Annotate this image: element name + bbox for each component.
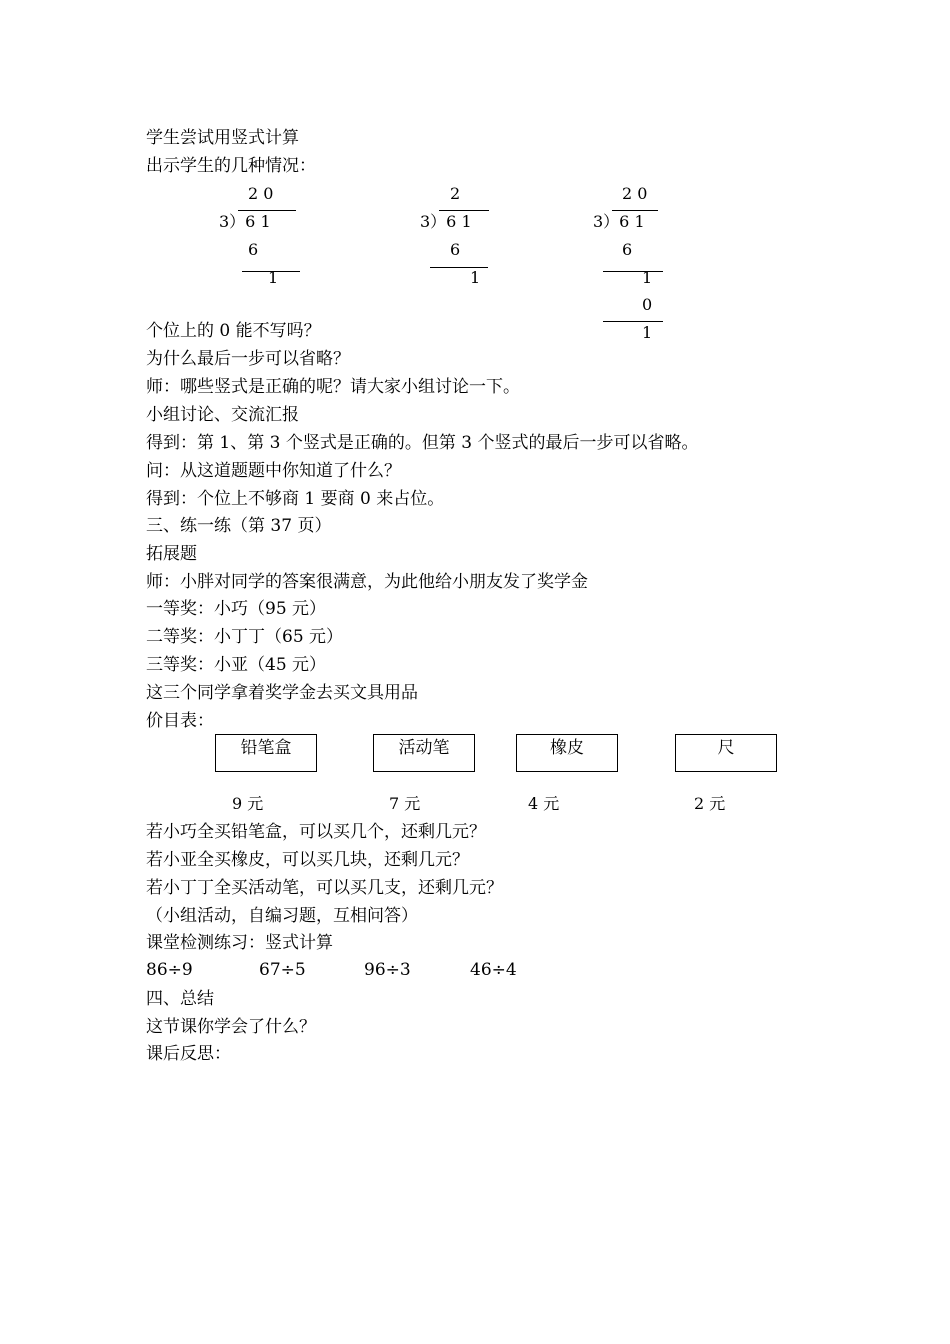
exercise-item: 67÷5 [259,960,306,980]
question-line: 课堂检测练习：竖式计算 [146,933,333,953]
step-product: 6 [622,240,633,259]
text-line: 师：哪些竖式是正确的呢？请大家小组讨论一下。 [146,377,520,397]
exercise-item: 96÷3 [364,960,411,980]
text-line: 拓展题 [146,544,197,564]
text-line: 课后反思： [146,1044,231,1064]
text-line: 这节课你学会了什么？ [146,1017,316,1037]
quotient: 2 0 [248,184,274,203]
quotient: 2 [450,184,461,203]
text-line: 二等奖：小丁丁（65 元） [146,627,344,647]
price-item-box: 铅笔盒 [215,734,317,772]
subtraction-rule-2 [603,321,663,322]
section-heading: 三、练一练（第 37 页） [146,516,332,536]
exercise-item: 86÷9 [146,960,193,980]
exercise-item: 46÷4 [470,960,517,980]
section-heading: 四、总结 [146,989,214,1009]
price-item-box: 活动笔 [373,734,475,772]
price-item-box: 尺 [675,734,777,772]
text-line: 这三个同学拿着奖学金去买文具用品 [146,683,418,703]
step-product: 6 [450,240,461,259]
question-line: 若小丁丁全买活动笔，可以买几支，还剩几元？ [146,878,503,898]
text-line: 价目表： [146,711,214,731]
price-value: 4 元 [528,794,560,813]
text-line: 一等奖：小巧（95 元） [146,599,327,619]
text-line: 得到：第 1、第 3 个竖式是正确的。但第 3 个竖式的最后一步可以省略。 [146,433,699,453]
price-value: 9 元 [232,794,264,813]
text-line: 三等奖：小亚（45 元） [146,655,327,675]
step-remainder: 1 [642,268,653,287]
text-line: 小组讨论、交流汇报 [146,405,299,425]
divisor-dividend: 3）6 1 [420,212,472,231]
step-product: 6 [248,240,259,259]
price-value: 2 元 [694,794,726,813]
intro-line-2: 出示学生的几种情况： [146,156,316,176]
division-bar [238,210,296,211]
divisor-dividend: 3）6 1 [219,212,271,231]
step-remainder: 1 [268,268,279,287]
divisor-dividend: 3）6 1 [593,212,645,231]
question-line: 若小巧全买铅笔盒，可以买几个，还剩几元？ [146,822,486,842]
price-value: 7 元 [389,794,421,813]
step-remainder-2: 1 [642,323,653,342]
division-bar [612,210,658,211]
price-item-box: 橡皮 [516,734,618,772]
question-line: 若小亚全买橡皮，可以买几块，还剩几元？ [146,850,469,870]
text-line: 师：小胖对同学的答案很满意，为此他给小朋友发了奖学金 [146,572,588,592]
subtraction-rule [603,271,663,272]
text-line: 为什么最后一步可以省略？ [146,349,350,369]
step-product-2: 0 [642,295,653,314]
question-line: （小组活动，自编习题，互相问答） [146,906,418,926]
step-remainder: 1 [470,268,481,287]
text-line: 个位上的 0 能不写吗？ [146,321,321,341]
text-line: 得到：个位上不够商 1 要商 0 来占位。 [146,489,445,509]
quotient: 2 0 [622,184,648,203]
text-line: 问：从这道题题中你知道了什么？ [146,461,401,481]
intro-line-1: 学生尝试用竖式计算 [146,128,299,148]
division-bar [439,210,489,211]
